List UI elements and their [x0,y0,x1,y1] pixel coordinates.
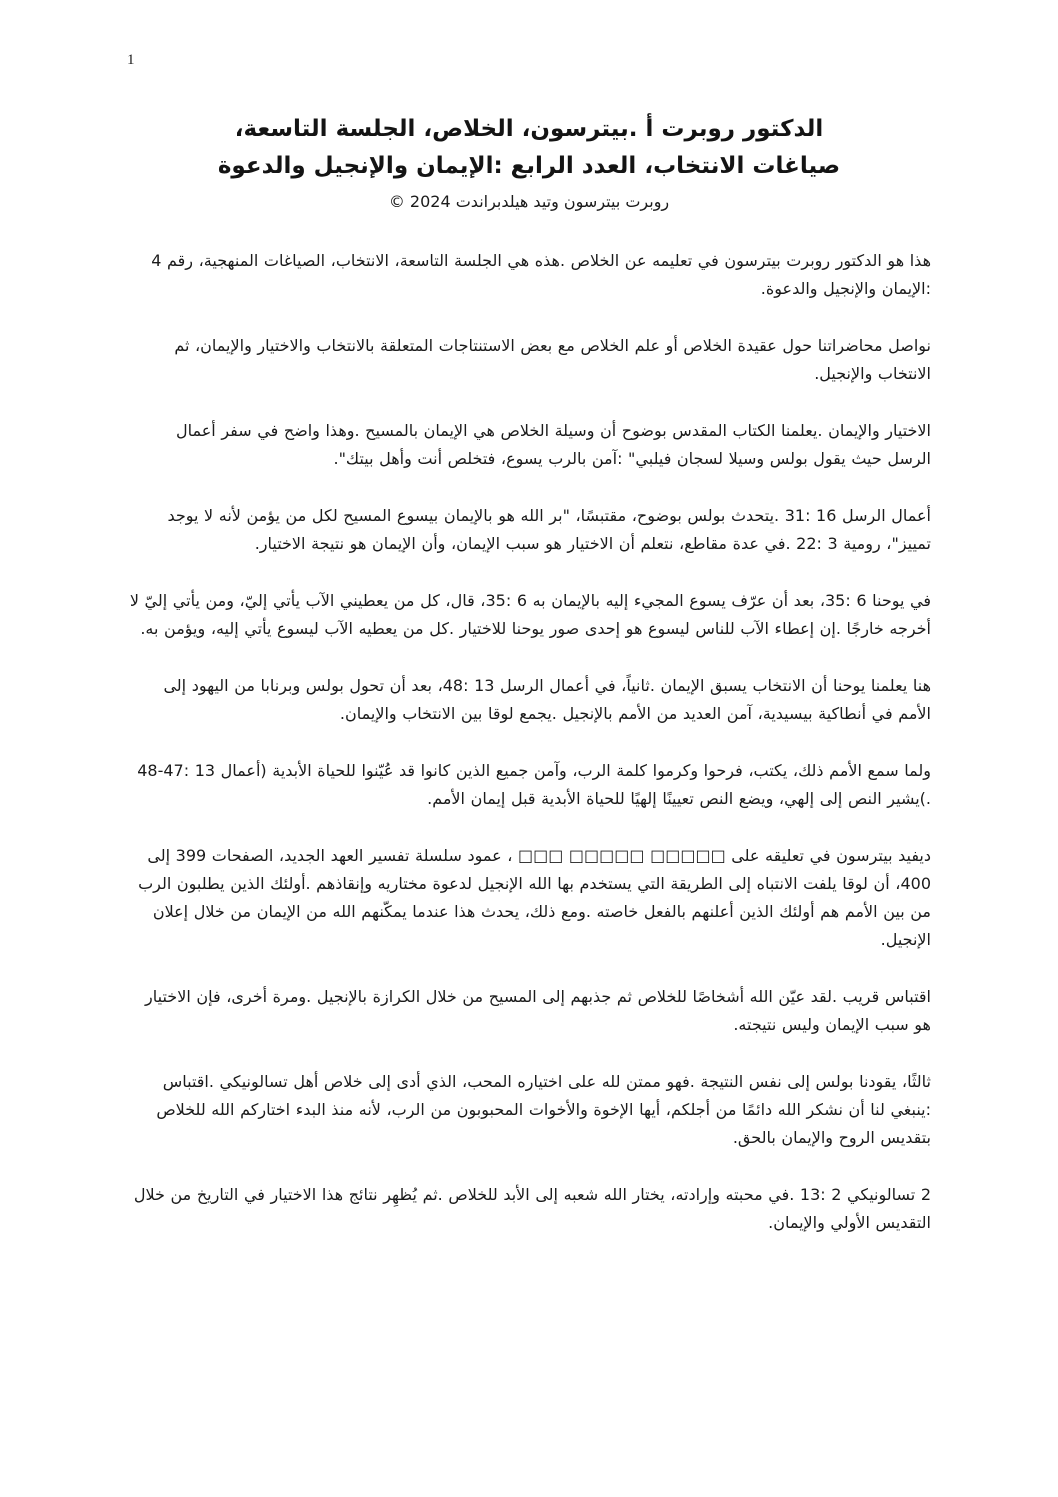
paragraph-9: اقتباس قريب .لقد عيّن الله أشخاصًا للخلاص ثم جذبهم إلى المسيح من خلال الكرازة بالإنجيل .ومرة أخرى، فإن الاختيار هو سبب الإيمان وليس نتيجته. [145,986,931,1034]
paragraph-10: ثالثًا، يقودنا بولس إلى نفس النتيجة .فهو ممتن لله على اختياره المحب، الذي أدى إلى خلاص أهل تسالونيكي .اقتباس :ينبغي لنا أن نشكر الله دائمًا من أجلكم، أيها الإخوة والأخوات المحبوبون من الرب، لأنه منذ البدء اختاركم الله للخلاص بتقديس الروح والإيمان بالحق. [156,1071,931,1147]
document-title [127,111,931,185]
paragraph-11: 2 تسالونيكي 2 :13 .في محبته وإرادته، يختار الله شعبه إلى الأبد للخلاص .ثم يُظهِر نتائج هذا الاختيار في التاريخ من خلال التقديس الأولي والإيمان. [133,1184,931,1232]
paragraph-1: هذا هو الدكتور روبرت بيترسون في تعليمه عن الخلاص .هذه هي الجلسة التاسعة، الانتخاب، الصياغات المنهجية، رقم 4 :الإيمان والإنجيل والدعوة. [151,250,931,298]
title-line-2: صياغات الانتخاب، العدد الرابع :الإيمان والإنجيل والدعوة [217,152,841,179]
title-line-1: الدكتور روبرت أ .بيترسون، الخلاص، الجلسة التاسعة، [234,116,824,142]
paragraph-4: أعمال الرسل 16 :31 .يتحدث بولس بوضوح، مقتبسًا، "بر الله هو بالإيمان بيسوع المسيح لكل من يؤمن لأنه لا يوجد تمييز"، رومية 3 :22 .في عدة مقاطع، نتعلم أن الاختيار هو سبب الإيمان، وأن الإيمان هو نتيجة الاختيار. [167,505,931,553]
paragraph-3: الاختيار والإيمان .يعلمنا الكتاب المقدس بوضوح أن وسيلة الخلاص هي الإيمان بالمسيح .وهذا واضح في سفر أعمال الرسل حيث يقول بولس وسيلا لسجان فيلبي" :آمن بالرب يسوع، فتخلص أنت وأهل بيتك". [176,420,931,468]
document-header [127,111,931,211]
paragraph-2: نواصل محاضراتنا حول عقيدة الخلاص أو علم الخلاص مع بعض الاستنتاجات المتعلقة بالانتخاب والاختيار والإيمان، ثم الانتخاب والإنجيل. [174,335,931,383]
paragraph-5: في يوحنا 6 :35، بعد أن عرّف يسوع المجيء إليه بالإيمان به 6 :35، قال، كل من يعطيني الآب يأتي إليّ، ومن يأتي إليّ لا أخرجه خارجًا .إن إعطاء الآب للناس ليسوع هو إحدى صور يوحنا للاختيار .كل من يعطيه الآب ليسوع يأتي إليه، ويؤمن به. [129,590,931,638]
page-number: 1 [127,52,135,68]
paragraph-7: ولما سمع الأمم ذلك، يكتب، فرحوا وكرموا كلمة الرب، وآمن جميع الذين كانوا قد عُيّنوا للحياة الأبدية (أعمال 13 :47-48 .)يشير النص إلى إلهي، ويضع النص تعيينًا إلهيًا للحياة الأبدية قبل إيمان الأمم. [137,760,931,808]
document-body [127,247,931,1237]
copyright-line: روبرت بيترسون وتيد هيلدبراندت 2024 © [388,191,670,211]
paragraph-6: هنا يعلمنا يوحنا أن الانتخاب يسبق الإيمان .ثانياً، في أعمال الرسل 13 :48، بعد أن تحول بولس وبرنابا من اليهود إلى الأمم في أنطاكية بيسيدية، آمن العديد من الأمم بالإنجيل .يجمع لوقا بين الانتخاب والإيمان. [163,675,931,723]
paragraph-8: ديفيد بيترسون في تعليقه على □□□□□ □□□□□ □□□ ، عمود سلسلة تفسير العهد الجديد، الصفحات 399 إلى 400، أن لوقا يلفت الانتباه إلى الطريقة التي يستخدم بها الله الإنجيل لدعوة مختاريه وإنقاذهم .أولئك الذين يطلبون الرب من بين الأمم هم أولئك الذين أعلنهم بالفعل خاصته .ومع ذلك، يحدث هذا عندما يمكّنهم الله من الإيمان من خلال إعلان الإنجيل. [138,845,931,949]
